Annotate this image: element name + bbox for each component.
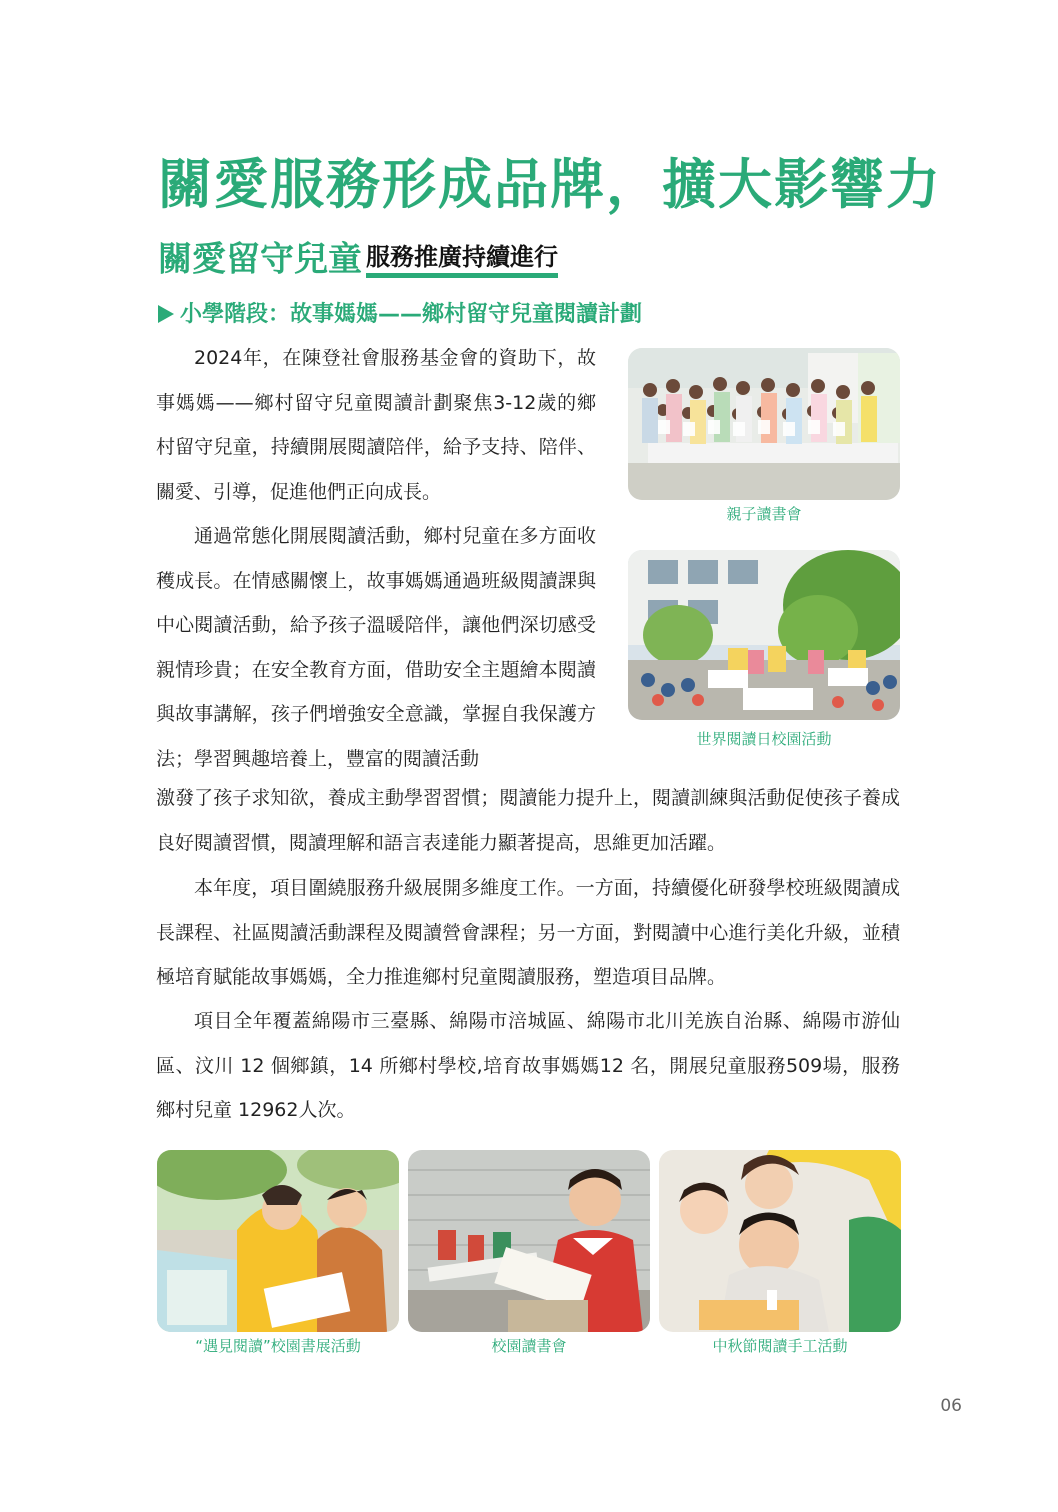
subtitle bbox=[158, 236, 558, 282]
caption-photo-5: 中秋節閱讀手工活動 bbox=[712, 1337, 848, 1355]
caption-photo-1: 親子讀書會 bbox=[726, 505, 802, 523]
subtitle-underlined: 服務推廣持續進行 bbox=[366, 241, 558, 278]
paragraph-2a: 通過常態化開展閱讀活動，鄉村兒童在多方面收穫成長。在情感關懷上，故事媽媽通過班級閱讀課與中心閱讀活動，給予孩子溫暖陪伴，讓他們深切感受親情珍貴；在安全教育方面，借助安全主題繪本閱讀與故事講解，孩子們增強安全意識，掌握自我保護方法；學習興趣培養上，豐富的閱讀活動 bbox=[156, 525, 596, 770]
page-title: 關愛服務形成品牌，擴大影響力 bbox=[158, 153, 942, 216]
section-heading-text: 小學階段：故事媽媽——鄉村留守兒童閱讀計劃 bbox=[180, 302, 643, 327]
paragraph-1: 2024年，在陳登社會服務基金會的資助下，故事媽媽——鄉村留守兒童閱讀計劃聚焦3-12歲的鄉村留守兒童，持續開展閱讀陪伴，給予支持、陪伴、關愛、引導，促進他們正向成長。 bbox=[156, 347, 596, 503]
paragraph-2b: 激發了孩子求知欲，養成主動學習習慣；閱讀能力提升上，閱讀訓練與活動促使孩子養成良好閱讀習慣，閱讀理解和語言表達能力顯著提高，思維更加活躍。 bbox=[156, 787, 900, 854]
photo-book-fair bbox=[157, 1150, 399, 1332]
paragraph-4: 項目全年覆蓋綿陽市三臺縣、綿陽市涪城區、綿陽市北川羌族自治縣、綿陽市游仙區、汶川 12 個鄉鎮，14 所鄉村學校,培育故事媽媽12 名，開展兒童服務509場，服務鄉村兒童 12962人次。 bbox=[156, 1010, 900, 1121]
photo-campus-reading bbox=[408, 1150, 650, 1332]
triangle-bullet-icon bbox=[158, 305, 174, 323]
page-number: 06 bbox=[940, 1396, 962, 1416]
caption-photo-4: 校園讀書會 bbox=[491, 1337, 567, 1355]
paragraph-3: 本年度，項目圍繞服務升級展開多維度工作。一方面，持續優化研發學校班級閱讀成長課程、社區閱讀活動課程及閱讀營會課程；另一方面，對閱讀中心進行美化升級，並積極培育賦能故事媽媽，全力推進鄉村兒童閱讀服務，塑造項目品牌。 bbox=[156, 877, 900, 988]
caption-photo-3: “遇見閱讀”校園書展活動 bbox=[195, 1337, 361, 1355]
photo-world-reading-day bbox=[628, 550, 900, 720]
section-heading bbox=[158, 298, 642, 332]
photo-mid-autumn-craft bbox=[659, 1150, 901, 1332]
subtitle-green: 關愛留守兒童 bbox=[158, 239, 362, 280]
caption-photo-2: 世界閱讀日校園活動 bbox=[696, 730, 832, 748]
photo-parent-child-reading bbox=[628, 348, 900, 500]
